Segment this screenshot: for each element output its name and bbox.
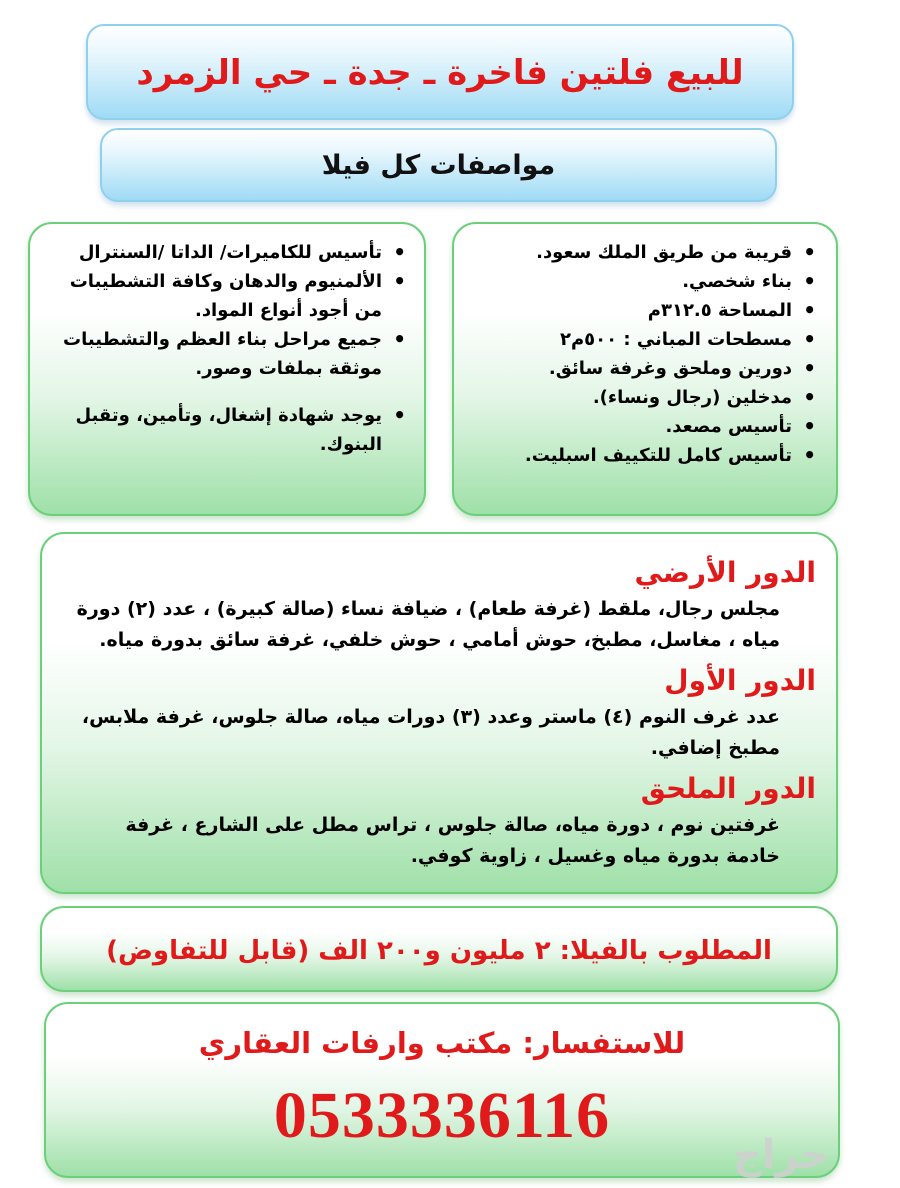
- contact-label: للاستفسار: مكتب وارفات العقاري: [198, 1026, 686, 1060]
- list-item: • تأسيس للكاميرات/ الداتا /السنترال: [44, 238, 410, 267]
- list-item: • الألمنيوم والدهان وكافة التشطيبات من أجود أنواع المواد.: [44, 267, 410, 325]
- list-item: • جميع مراحل بناء العظم والتشطيبات موثقة بملفات وصور.: [44, 325, 410, 383]
- page-title: للبيع فلتين فاخرة ـ جدة ـ حي الزمرد: [136, 53, 744, 93]
- price-box: [40, 906, 838, 992]
- floor-description: عدد غرف النوم (٤) ماستر وعدد (٣) دورات مياه، صالة جلوس، غرفة ملابس، مطبخ إضافي.: [81, 706, 780, 759]
- floor-section-annex: [66, 770, 816, 872]
- title-banner: [86, 24, 794, 120]
- list-item: • تأسيس كامل للتكييف اسبليت.: [464, 441, 820, 470]
- list-item: • المساحة ٣١٢.٥م: [464, 296, 820, 325]
- list-item: • مسطحات المباني : ٥٠٠م٢: [464, 325, 820, 354]
- floor-section-first: [66, 662, 816, 764]
- floor-section-ground: [66, 554, 816, 656]
- list-item: • يوجد شهادة إشغال، وتأمين، وتقبل البنوك.: [44, 401, 410, 459]
- watermark-logo: حراج: [732, 1132, 830, 1178]
- subtitle-banner: [100, 128, 777, 202]
- phone-number[interactable]: 0533336116: [273, 1079, 611, 1152]
- floors-box: [40, 532, 838, 894]
- list-item: • مدخلين (رجال ونساء).: [464, 383, 820, 412]
- floor-title: الدور الملحق: [640, 772, 816, 805]
- specs-heading: مواصفات كل فيلا: [321, 150, 556, 181]
- floor-description: غرفتين نوم ، دورة مياه، صالة جلوس ، تراس مطل على الشارع ، غرفة خادمة بدورة مياه وغسيل ، زاوية كوفي.: [125, 814, 780, 867]
- price-text: المطلوب بالفيلا: ٢ مليون و٢٠٠ الف (قابل للتفاوض): [106, 936, 772, 966]
- specs-box-right: [452, 222, 838, 516]
- specs-list-right: [464, 238, 820, 470]
- list-item: • تأسيس مصعد.: [464, 412, 820, 441]
- specs-list-left: [44, 238, 410, 459]
- list-item: • بناء شخصي.: [464, 267, 820, 296]
- floor-title: الدور الأول: [664, 664, 816, 697]
- list-item: • دورين وملحق وغرفة سائق.: [464, 354, 820, 383]
- floor-title: الدور الأرضي: [634, 556, 816, 589]
- specs-box-left: [28, 222, 426, 516]
- floor-description: مجلس رجال، ملقط (غرفة طعام) ، ضيافة نساء (صالة كبيرة) ، عدد (٢) دورة مياه ، مغاسل، مطبخ، حوش أمامي ، حوش خلفي، غرفة سائق بدورة مياه.: [76, 598, 780, 651]
- list-item: • قريبة من طريق الملك سعود.: [464, 238, 820, 267]
